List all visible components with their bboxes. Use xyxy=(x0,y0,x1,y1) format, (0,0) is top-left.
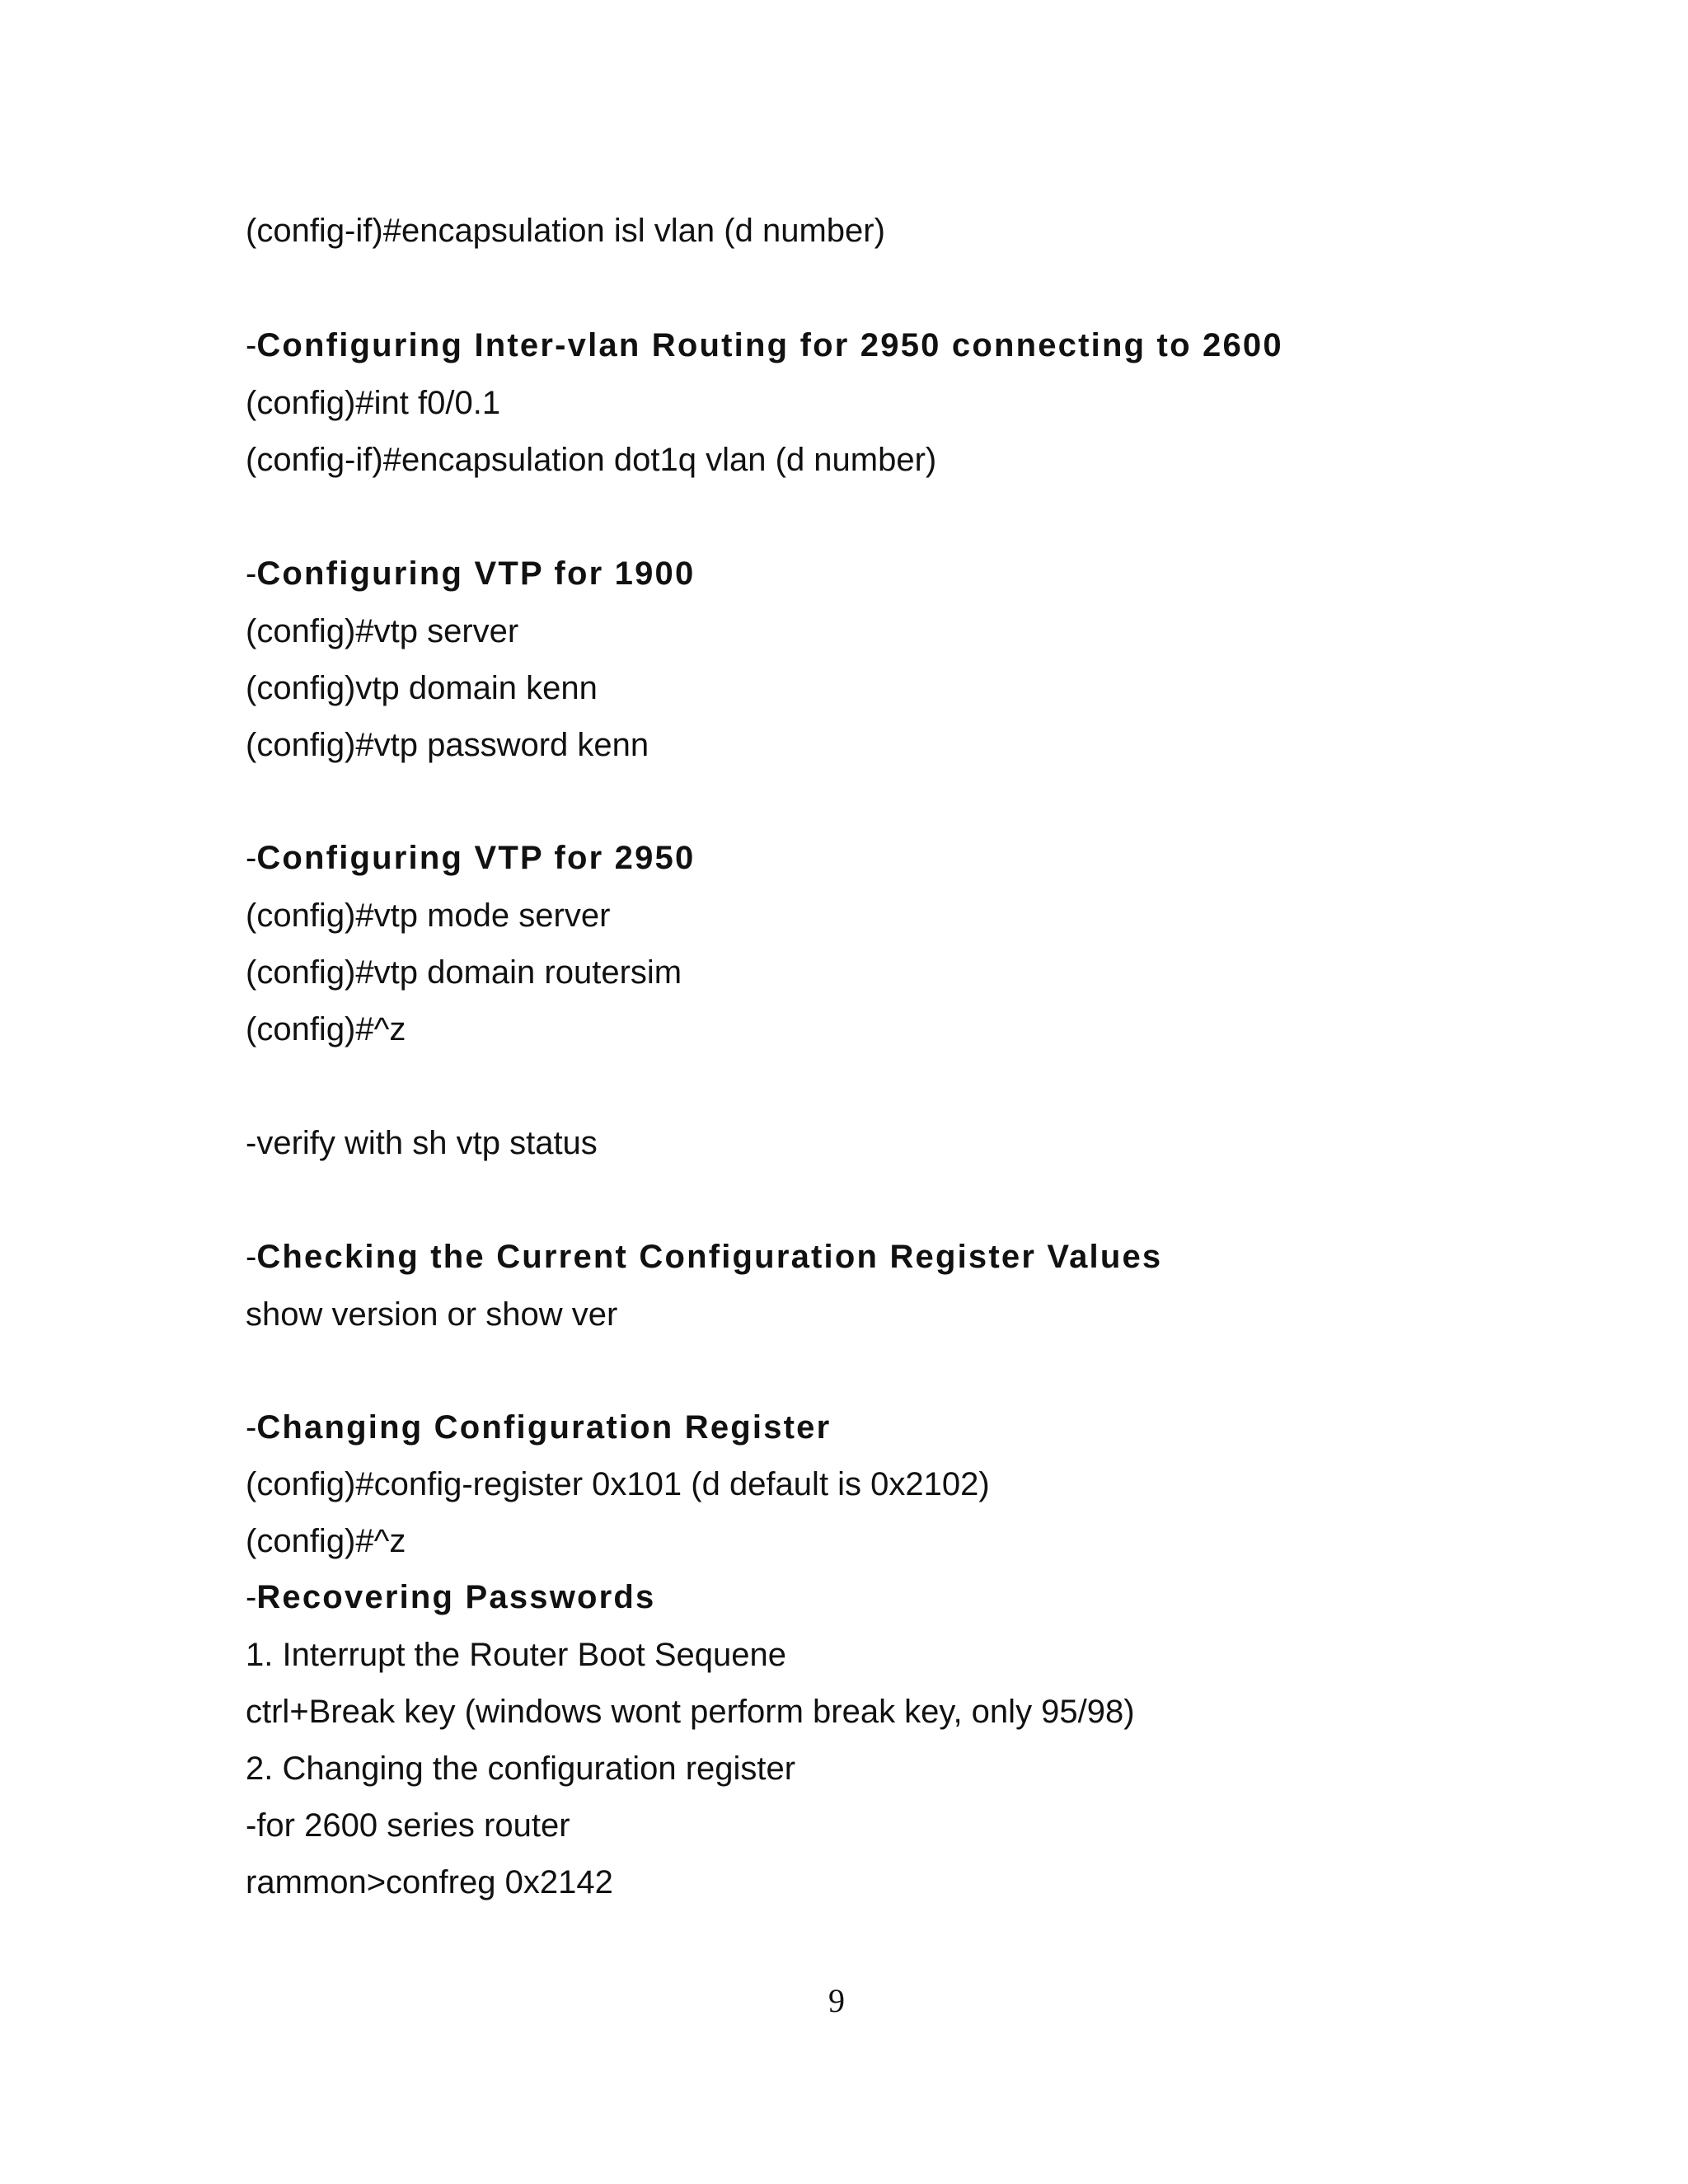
config-line: (config)#config-register 0x101 (d default is 0x2102) xyxy=(246,1466,990,1502)
config-line: (config)#vtp server xyxy=(246,613,519,649)
page-number: 9 xyxy=(828,1982,845,2019)
heading-dash: - xyxy=(246,1579,257,1615)
verify-note: -verify with sh vtp status xyxy=(246,1125,598,1161)
config-line: rammon>confreg 0x2142 xyxy=(246,1864,613,1900)
heading-dash: - xyxy=(246,1409,257,1446)
config-line: (config)#vtp domain routersim xyxy=(246,954,682,991)
config-line: ctrl+Break key (windows wont perform break key, only 95/98) xyxy=(246,1694,1135,1730)
heading-text: Recovering Passwords xyxy=(256,1579,656,1615)
heading-dash: - xyxy=(246,555,257,592)
section-heading-recover-passwords xyxy=(246,1577,656,1617)
heading-text: Configuring VTP for 2950 xyxy=(256,840,696,876)
section-heading-vtp-1900 xyxy=(246,554,695,593)
config-line: -for 2600 series router xyxy=(246,1807,570,1844)
config-line: show version or show ver xyxy=(246,1296,618,1333)
config-line: (config-if)#encapsulation isl vlan (d number) xyxy=(246,213,885,249)
config-line: (config)#vtp mode server xyxy=(246,898,611,934)
step-line: 2. Changing the configuration register xyxy=(246,1750,796,1787)
section-heading-intervlan xyxy=(246,326,1283,365)
heading-text: Configuring Inter-vlan Routing for 2950 connecting to 2600 xyxy=(256,327,1283,363)
config-line: (config-if)#encapsulation dot1q vlan (d number) xyxy=(246,442,937,478)
heading-text: Changing Configuration Register xyxy=(256,1409,832,1446)
heading-text: Configuring VTP for 1900 xyxy=(256,555,696,592)
heading-text: Checking the Current Configuration Register Values xyxy=(256,1239,1163,1275)
config-line: (config)#vtp password kenn xyxy=(246,727,649,763)
config-line: (config)#^z xyxy=(246,1011,406,1047)
config-line: (config)#int f0/0.1 xyxy=(246,385,501,421)
section-heading-check-register xyxy=(246,1237,1162,1277)
config-line: (config)vtp domain kenn xyxy=(246,670,598,706)
heading-dash: - xyxy=(246,327,257,363)
heading-dash: - xyxy=(246,840,257,876)
section-heading-vtp-2950 xyxy=(246,838,695,878)
step-line: 1. Interrupt the Router Boot Sequene xyxy=(246,1637,786,1673)
config-line: (config)#^z xyxy=(246,1523,406,1559)
heading-dash: - xyxy=(246,1239,257,1275)
section-heading-change-register xyxy=(246,1408,831,1447)
